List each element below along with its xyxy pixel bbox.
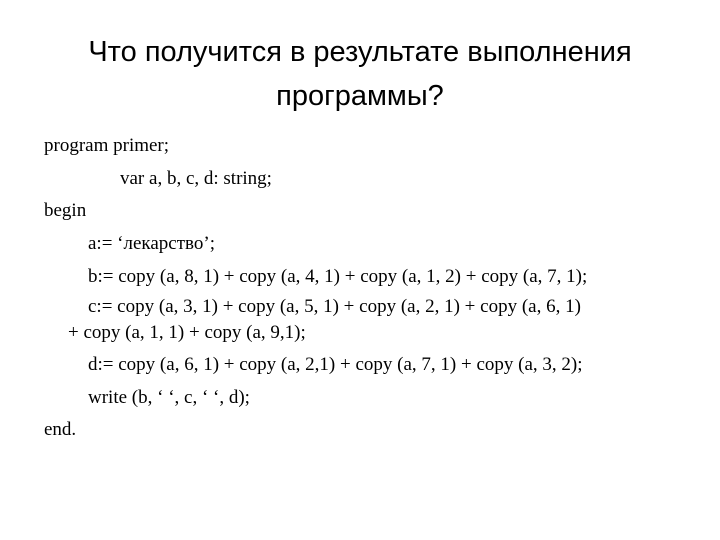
code-line-assign-b: b:= copy (a, 8, 1) + copy (a, 4, 1) + copy (a, 1, 2) + copy (a, 7, 1); [88, 266, 588, 287]
code-line-begin: begin [44, 200, 87, 221]
code-line-end: end. [44, 419, 77, 440]
slide-title: Что получится в результате выполнения программы? [88, 36, 632, 112]
code-line-assign-a: a:= ‘лекарство’; [88, 233, 215, 254]
code-line-var: var a, b, c, d: string; [120, 168, 272, 189]
code-line-program: program primer; [44, 135, 170, 156]
code-line-write: write (b, ‘ ‘, c, ‘ ‘, d); [88, 387, 250, 408]
code-line-assign-d: d:= copy (a, 6, 1) + copy (a, 2,1) + copy (a, 7, 1) + copy (a, 3, 2); [88, 354, 583, 375]
code-line-assign-c: c:= copy (a, 3, 1) + copy (a, 5, 1) + copy (a, 2, 1) + copy (a, 6, 1) [88, 296, 581, 317]
code-line-assign-c-continued: + copy (a, 1, 1) + copy (a, 9,1); [68, 322, 306, 343]
